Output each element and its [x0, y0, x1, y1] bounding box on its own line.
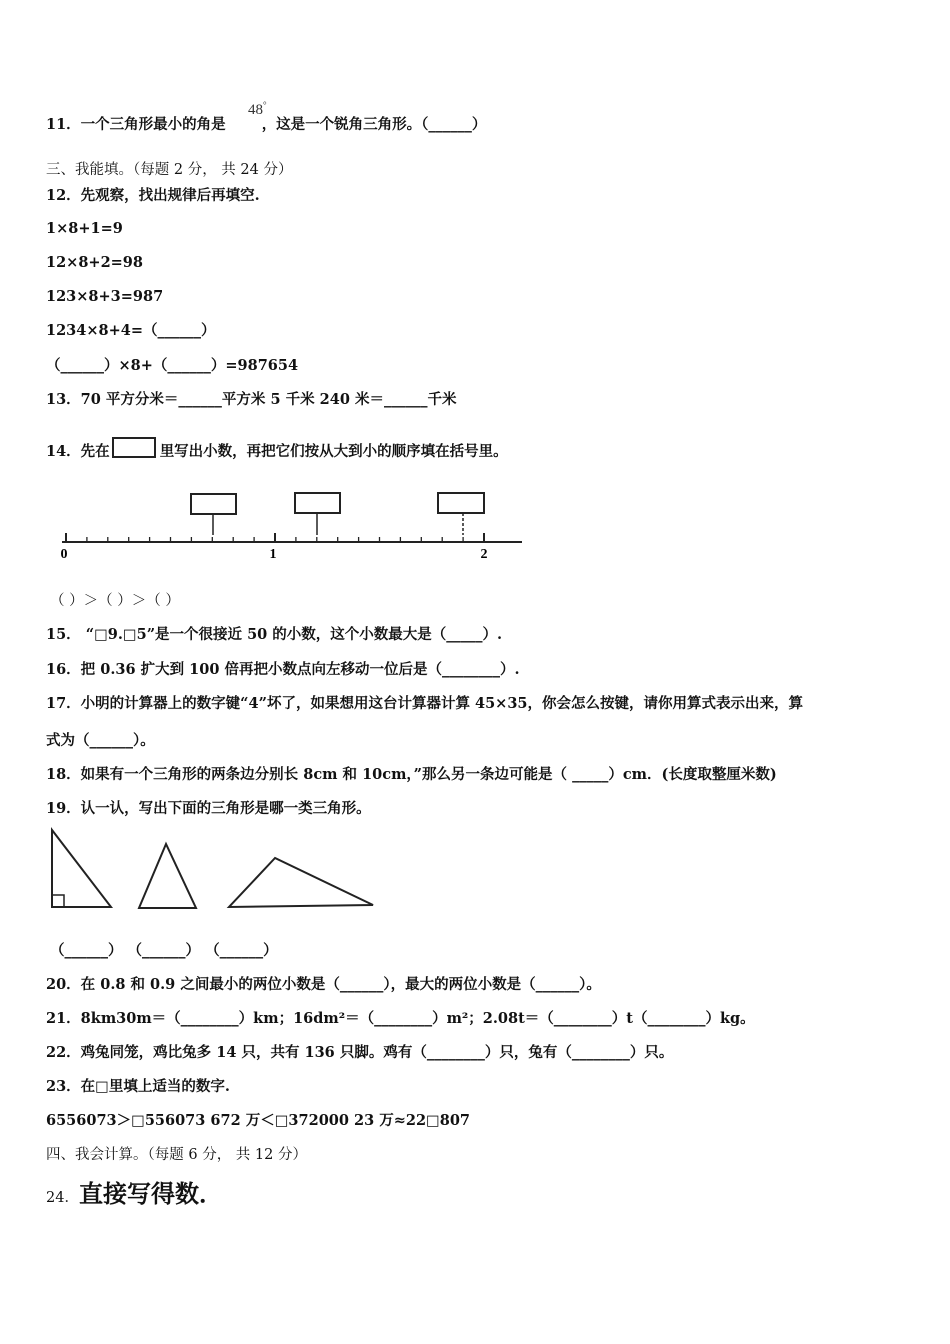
number-line-ticks — [66, 533, 484, 542]
q14 — [46, 437, 508, 462]
q12-prompt: 12．先观察，找出规律后再填空. — [46, 187, 260, 204]
q20: 20．在 0.8 和 0.9 之间最小的两位小数是（______），最大的两位小数是（______）。 — [46, 976, 601, 993]
q19-prompt: 19．认一认，写出下面的三角形是哪一类三角形。 — [46, 800, 371, 817]
q11-angle: 48° — [248, 100, 267, 118]
right-triangle — [52, 830, 111, 907]
q19-answers: （______） （______） （______） — [50, 942, 278, 959]
tick-label-1: 1 — [269, 547, 277, 562]
q17-line-1: 17．小明的计算器上的数字键“4”坏了，如果想用这台计算器计算 45×35，你会怎么按键，请你用算式表示出来，算 — [46, 695, 803, 712]
q11-after: ，这是一个锐角三角形。（______） — [261, 116, 487, 133]
q13: 13．70 平方分米＝______平方米 5 千米 240 米＝______千米 — [46, 391, 457, 408]
number-line — [0, 480, 950, 570]
q12-row-1: 1×8+1=9 — [46, 220, 123, 237]
q14-before: 14．先在 — [46, 443, 110, 460]
obtuse-triangle — [229, 858, 373, 907]
q24 — [46, 1181, 223, 1211]
q12-row-5: （______）×8+（______）=987654 — [46, 357, 299, 374]
q23-items: 6556073＞□556073 672 万＜□372000 23 万≈22□807 — [46, 1112, 471, 1129]
answer-box-1 — [191, 494, 236, 514]
section-3-heading: 三、我能填。（每题 2 分， 共 24 分） — [46, 162, 293, 178]
q24-number: 24． — [46, 1190, 79, 1206]
q12-row-3: 123×8+3=987 — [46, 288, 164, 305]
q21: 21．8km30m＝（________）km；16dm²＝（________）m²；2.08t＝（________）t（________）kg。 — [46, 1010, 755, 1027]
answer-box-2 — [295, 493, 340, 513]
q15: 15． “□9.□5”是一个很接近 50 的小数，这个小数最大是（_____）. — [46, 626, 503, 643]
q23-prompt: 23．在□里填上适当的数字. — [46, 1078, 230, 1095]
triangles — [0, 820, 950, 920]
q17-line-2: 式为（______）。 — [46, 732, 155, 749]
q24-text: 直接写得数． — [78, 1179, 223, 1208]
tick-label-2: 2 — [480, 547, 488, 562]
q18: 18．如果有一个三角形的两条边分别长 8cm 和 10cm，”那么另一条边可能是（ _____）cm．(长度取整厘米数) — [46, 766, 777, 783]
q12-row-2: 12×8+2=98 — [46, 254, 143, 271]
q16: 16．把 0.36 扩大到 100 倍再把小数点向左移动一位后是（________）. — [46, 661, 520, 678]
q11-before: 11．一个三角形最小的角是 — [46, 116, 226, 133]
tick-label-0: 0 — [60, 547, 68, 562]
q22: 22．鸡兔同笼，鸡比兔多 14 只，共有 136 只脚。鸡有（________）只，兔有（________）只。 — [46, 1044, 674, 1061]
answer-box-3 — [438, 493, 484, 513]
q14-answer: （ ）＞（ ）＞（ ） — [50, 593, 180, 609]
q14-after: 里写出小数，再把它们按从大到小的顺序填在括号里。 — [159, 443, 508, 460]
blank-box-icon — [112, 437, 156, 458]
section-4-heading: 四、我会计算。（每题 6 分， 共 12 分） — [46, 1147, 307, 1163]
acute-triangle — [139, 844, 196, 908]
q12-row-4: 1234×8+4=（______） — [46, 322, 216, 339]
